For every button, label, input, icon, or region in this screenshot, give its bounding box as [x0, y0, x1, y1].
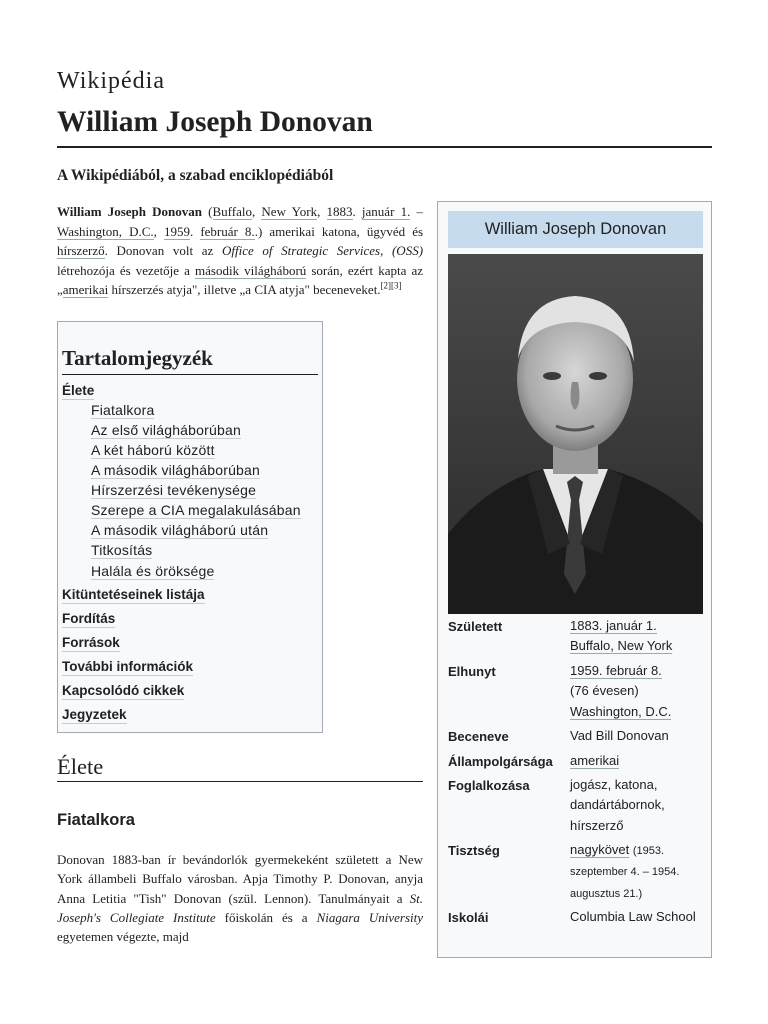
from-wikipedia-tagline: A Wikipédiából, a szabad enciklopédiából: [57, 167, 334, 184]
link-born-date[interactable]: 1883. január 1.: [570, 618, 657, 633]
link-born-place[interactable]: Buffalo, New York: [570, 638, 673, 654]
link-washington[interactable]: Washington, D.C.: [57, 223, 154, 239]
title-divider: [57, 146, 712, 148]
toc-item-tovabbi-informaciok[interactable]: További információk: [62, 659, 194, 674]
section-heading-elete: Élete: [57, 754, 104, 779]
lead-text-5: hírszerzés atyja", illetve „a CIA atyja" beceneveket.: [111, 282, 381, 298]
subsection-heading-fiatalkora: Fiatalkora: [57, 811, 135, 829]
infobox-label-born: Született: [448, 619, 503, 634]
wikipedia-wordmark[interactable]: Wikipédia: [57, 68, 165, 94]
body-school-1: St. Joseph's Collegiate Institute: [57, 890, 423, 925]
table-of-contents: [57, 321, 323, 733]
link-1959[interactable]: 1959: [164, 223, 190, 239]
toc-item-masodik-vilaghaboru[interactable]: A második világháborúban: [91, 462, 261, 478]
link-buffalo[interactable]: Buffalo: [212, 204, 252, 219]
page-title: William Joseph Donovan: [57, 106, 373, 138]
infobox-label-school: Iskolái: [448, 910, 489, 925]
infobox-label-died: Elhunyt: [448, 664, 496, 679]
infobox-label-nickname: Beceneve: [448, 729, 509, 744]
body-text-3: egyetemen végezte, majd: [57, 929, 189, 945]
body-paragraph: [57, 850, 423, 946]
toc-item-kituntetesek[interactable]: Kitüntetéseinek listája: [62, 587, 205, 602]
link-februar-8[interactable]: február 8.: [200, 223, 255, 239]
body-school-2: Niagara University: [316, 909, 424, 925]
toc-item-hirszerzesi[interactable]: Hírszerzési tevékenysége: [91, 482, 257, 498]
infobox-value-died: [570, 661, 710, 722]
link-masodik-vilaghaboru[interactable]: második világháború: [195, 262, 307, 278]
link-citizenship[interactable]: amerikai: [570, 753, 620, 768]
body-text-1: Donovan 1883-ban ír bevándorlók gyermekeként született a New York állambeli Buffalo városban. Apja Timothy P. Donovan, anyja Anna Letitia "Tish" Donovan (szül. Lennon). Tanulmányait a: [57, 852, 423, 906]
toc-item-jegyzetek[interactable]: Jegyzetek: [62, 707, 127, 722]
toc-item-halala[interactable]: Halála és öröksége: [91, 563, 215, 579]
lead-text-4: során, ezért kapta az „: [57, 262, 424, 298]
infobox-value-nickname: Vad Bill Donovan: [570, 728, 669, 743]
toc-title: Tartalomjegyzék: [62, 346, 213, 370]
lead-paragraph: William Joseph Donovan (Buffalo, New York, 1883. január 1. – Washington, D.C., 1959. február 8..) amerikai katona, ügyvéd és hírszerző. Donovan volt az Office of Strategic Services, (OSS) létrehozója és vezetője a második világháború során, ezért kapta az „amerikai hírszerzés atyja", illetve „a CIA atyja" beceneveket.[2][3]: [57, 204, 424, 298]
lead-text-2: . Donovan volt az: [104, 243, 214, 259]
lead-text-1: amerikai katona, ügyvéd és: [269, 223, 424, 239]
toc-item-masodik-vilaghaboru-utan[interactable]: A második világháború után: [91, 522, 269, 538]
toc-item-titkositas[interactable]: Titkosítás: [91, 542, 153, 558]
infobox-value-occupation: jogász, katona, dandártábornok, hírszerző: [570, 777, 665, 833]
infobox-label-citizenship: Állampolgársága: [448, 754, 553, 769]
body-text-2: főiskolán és a: [224, 909, 308, 925]
infobox: [437, 201, 712, 958]
link-januar-1[interactable]: január 1.: [361, 204, 411, 219]
link-died-place[interactable]: Washington, D.C.: [570, 703, 672, 719]
toc-item-fiatalkora[interactable]: Fiatalkora: [91, 402, 155, 418]
link-new-york[interactable]: New York: [261, 204, 318, 219]
link-1883[interactable]: 1883: [326, 204, 353, 219]
link-died-date[interactable]: 1959. február 8.: [570, 663, 662, 678]
infobox-title: William Joseph Donovan: [448, 211, 703, 248]
toc-item-elso-vilaghaboru[interactable]: Az első világháborúban: [91, 422, 241, 438]
infobox-value-citizenship: [570, 751, 710, 771]
portrait-photo[interactable]: [448, 254, 703, 614]
toc-item-forrasok[interactable]: Források: [62, 635, 120, 650]
lead-subject-name: William Joseph Donovan: [57, 204, 203, 219]
section-divider: [57, 781, 423, 782]
toc-item-forditas[interactable]: Fordítás: [62, 611, 116, 626]
reference-links[interactable]: [2][3]: [380, 281, 402, 292]
link-amerikai[interactable]: amerikai: [62, 282, 109, 298]
toc-item-cia-megalakulas[interactable]: Szerepe a CIA megalakulásában: [91, 502, 301, 518]
toc-item-elete[interactable]: Élete: [62, 383, 95, 398]
lead-text-3: létrehozója és vezetője a: [57, 262, 190, 278]
toc-divider: [62, 374, 318, 375]
lead-oss-name: Office of Strategic Services, (OSS): [221, 243, 424, 259]
toc-item-kapcsolodo-cikkek[interactable]: Kapcsolódó cikkek: [62, 683, 185, 698]
toc-item-ket-haboru-kozott[interactable]: A két háború között: [91, 442, 215, 458]
office-dates: (1953. szeptember 4. – 1954. augusztus 21.): [570, 845, 680, 900]
link-office[interactable]: nagykövet: [570, 842, 630, 857]
infobox-label-occupation: Foglalkozása: [448, 778, 530, 793]
infobox-label-office: Tisztség: [448, 843, 500, 858]
infobox-value-born: [570, 616, 710, 657]
infobox-value-school: Columbia Law School: [570, 909, 696, 924]
link-hirszerzo[interactable]: hírszerző: [57, 243, 105, 259]
died-age: (76 évesen): [570, 683, 639, 699]
infobox-value-office: [570, 840, 710, 904]
